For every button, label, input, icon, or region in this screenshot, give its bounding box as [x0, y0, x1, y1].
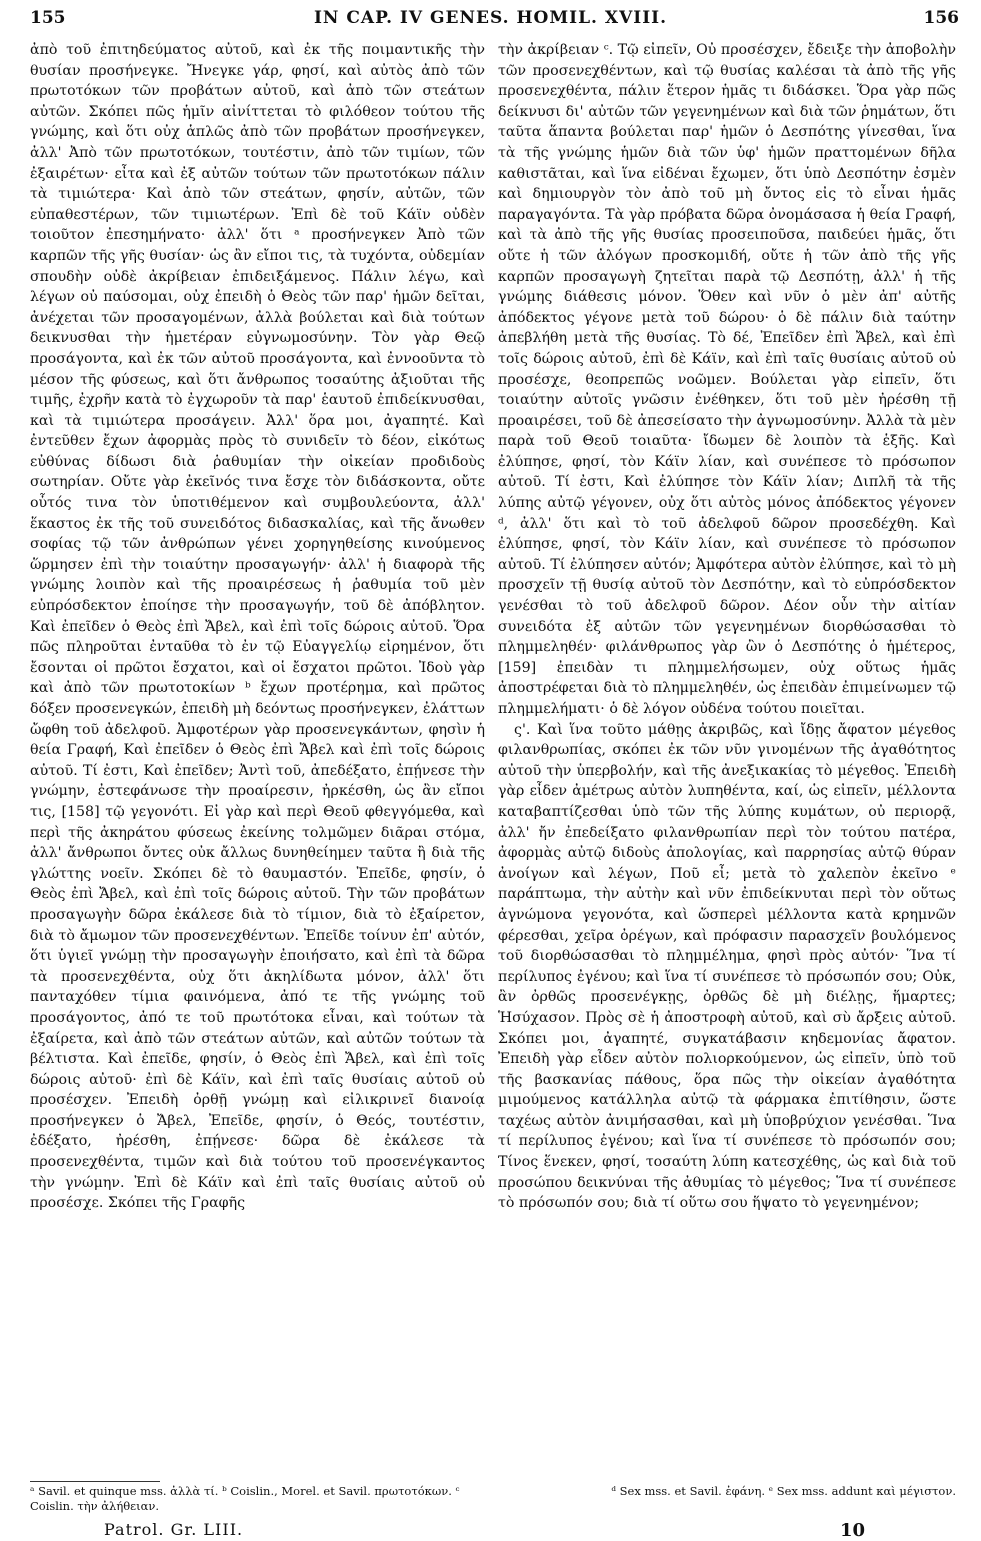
- footnotes-right: ᵈ Sex mss. et Savil. ἐφάνη. ᵉ Sex mss. addunt καὶ μέγιστον.: [611, 1484, 956, 1498]
- right-column-text-2: ς'. Καὶ ἵνα τοῦτο μάθῃς ἀκριβῶς, καὶ ἴδῃς ἄφατον μέγεθος φιλανθρωπίας, σκόπει ἐκ τῶν νῦν γινομένων τῆς ἀγαθότητος αὐτοῦ τὴν ὑπερβολήν, καὶ τῆς ἀνεξικακίας τὸ μέγεθος. Ἐπειδὴ γὰρ εἶδεν ἀμέτρως αὐτὸν λυπηθέντα, καί, ὡς εἰπεῖν, μέλλοντα καταβαπτίζεσθαι ὑπὸ τῶν τῆς λύπης κυμάτων, οὐ περιορᾷ, ἀλλ' ἤν ἐπεδείξατο φιλανθρωπίαν περὶ τὸν τούτου πατέρα, ἀφορμὰς αὐτῷ διδοὺς ἀπολογίας, καὶ παρρησίας αὐτῷ θύραν ἀνοίγων καὶ λέγων, Ποῦ εἶ; μετὰ τὸ χαλεπὸν ἐκεῖνο ᵉ παράπτωμα, τὴν αὐτὴν καὶ νῦν ἐπιδείκνυται περὶ τὸν οὕτως ἀγνώμονα γεγονότα, καὶ ὥσπερεὶ μέλλοντα κατὰ κρημνῶν φέρεσθαι, χεῖρα ὀρέγων, καὶ πρόφασιν παρασχεῖν βουλόμενος τοῦ διορθώσασθαι τὸ πλημμέλημα, φησὶ πρὸς αὐτόν· Ἵνα τί περίλυπος ἐγένου; καὶ ἵνα τί συνέπεσε τὸ πρόσωπόν σου; Οὐκ, ἂν ὀρθῶς προσενέγκῃς, ὀρθῶς δὲ μὴ διέλῃς, ἥμαρτες; Ἡσύχασον. Πρὸς σὲ ἡ ἀποστροφὴ αὐτοῦ, καὶ σὺ ἄρξεις αὐτοῦ. Σκόπει μοι, ἀγαπητέ, συγκατάβασιν κηδεμονίας ἄφατον. Ἐπειδὴ γὰρ εἶδεν αὐτὸν πολιορκούμενον, ὡς εἰπεῖν, ὑπὸ τοῦ τῆς βασκανίας πάθους, ὅρα πῶς τὴν οἰκείαν ἀγαθότητα μιμούμενος κατάλληλα αὐτῷ τὰ φάρμακα ἐπιτίθησιν, ὥστε ταχέως αὐτὸν ἀνιμήσασθαι, καὶ μὴ ὑποβρύχιον γενέσθαι. Ἵνα τί περίλυπος ἐγένου; καὶ ἵνα τί συνέπεσε τὸ πρόσωπόν σου; Τίνος ἕνεκεν, φησί, τοσαύτη λύπη κατεσχέθης, ὡς καὶ διὰ τοῦ προσώπου δεικνύναι τῆς ἀθυμίας τὸ μέγεθος; Ἵνα τί συνέπεσε τὸ πρόσωπόν σου; διὰ τί οὕτω σου ἥψατο τὸ γεγενημένον;: [498, 721, 956, 1212]
- signature-line: Patrol. Gr. LIII.: [104, 1520, 244, 1539]
- right-column-text-1: τὴν ἀκρίβειαν ᶜ. Τῷ εἰπεῖν, Οὐ προσέσχεν, ἔδειξε τὴν ἀποβολὴν τῶν προσενεχθέντων, καὶ τῷ θυσίας καλέσαι τὰ ἀπὸ τῆς γῆς προσενεχθέντα, πάλιν ἕτερον ἡμᾶς τι διδάσκει. Ὅρα γὰρ πῶς δείκνυσι δι' αὐτῶν τῶν γεγενημένων καὶ διὰ τῶν ῥημάτων, ὅτι ταῦτα ἅπαντα βούλεται παρ' ἡμῶν ὁ Δεσπότης γίνεσθαι, ἵνα τὰ τῆς γνώμης ἡμῶν διὰ τῶν ὑφ' ἡμῶν πραττομένων δῆλα καθιστᾶται, καὶ ἵνα εἰδέναι ἔχωμεν, ὅτι ὑπὸ Δεσπότην ἐσμὲν καὶ δημιουργὸν τὸν ἀπὸ τοῦ μὴ ὄντος εἰς τὸ εἶναι ἡμᾶς παραγαγόντα. Τὰ γὰρ πρόβατα δῶρα ὀνομάσασα ἡ θεία Γραφή, καὶ τὰ ἀπὸ τῆς γῆς θυσίας προσειποῦσα, παιδεύει ἡμᾶς, ὅτι οὔτε ἡ τῶν ἀλόγων προσκομιδή, οὔτε ἡ τῶν ἀπὸ τῆς γῆς καρπῶν προσαγωγὴ ζητεῖται παρὰ τῷ Δεσπότῃ, ἀλλ' ἡ τῆς γνώμης διάθεσις μόνον. Ὅθεν καὶ νῦν ὁ μὲν ἀπ' αὐτῆς ἀπόδεκτος γέγονε μετὰ τοῦ δώρου· ὁ δὲ πάλιν διὰ ταύτην ἀπεβλήθη μετὰ τῆς θυσίας. Τὸ δέ, Ἐπεῖδεν ἐπὶ Ἄβελ, καὶ ἐπὶ τοῖς δώροις αὐτοῦ, ἐπὶ δὲ Κάϊν, καὶ ἐπὶ ταῖς θυσίαις αὐτοῦ οὐ προσέσχε, θεοπρεπῶς νοῶμεν. Βούλεται γὰρ εἰπεῖν, ὅτι τοιαύτην αὐτοῖς γνῶσιν ἐνέθηκεν, ὅτι τοῦ μὲν ἠρέσθη τῇ προαιρέσει, τοῦ δὲ ἀπεσείσατο τὴν ἀγνωμοσύνην. Ἀλλὰ τὰ μὲν παρὰ τοῦ Θεοῦ τοιαῦτα· ἴδωμεν δὲ λοιπὸν τὰ ἑξῆς. Καὶ ἐλύπησε, φησί, τὸν Κάϊν λίαν, καὶ συνέπεσε τὸ πρόσωπον αὐτοῦ. Τί ἐστι, Καὶ ἐλύπησε τὸν Κάϊν λίαν; Διπλῆ τὰ τῆς λύπης αὐτῷ γέγονεν, οὐχ ὅτι αὐτὸς μόνος ἀπόδεκτος γέγονεν ᵈ, ἀλλ' ὅτι καὶ τὸ τοῦ ἀδελφοῦ δῶρον προσεδέχθη. Καὶ ἐλύπησε, φησί, τὸν Κάϊν λίαν, καὶ συνέπεσε τὸ πρόσωπον αὐτοῦ. Τί ἐλύπησεν αὐτόν; Ἀμφότερα αὐτὸν ἐλύπησε, καὶ τὸ μὴ προσχεῖν τῇ θυσίᾳ αὐτοῦ τὸν Δεσπότην, καὶ τὸ εὐπρόσδεκτον γενέσθαι τὸ τοῦ ἀδελφοῦ δῶρον. Δέον οὖν τὴν αἰτίαν συνειδότα ἐξ αὐτῶν τῶν γεγενημένων διορθώσασθαι τὸ πλημμεληθέν· φιλάνθρωπος γὰρ ὢν ὁ Δεσπότης ὁ ἡμέτερος, [159] ἐπειδὰν τι πλημμελήσωμεν, οὐχ οὕτως ἡμᾶς ἀποστρέφεται διὰ τὸ πλημμεληθέν, ὡς ἐπειδὰν ἐπιμείνωμεν τῷ πλημμελήματι· ὁ δὲ λόγον οὐδένα τούτου ποιεῖται.: [498, 42, 956, 717]
- right-column: [498, 40, 956, 1480]
- left-column: [30, 40, 485, 1480]
- page-number-right: 156: [923, 8, 959, 28]
- running-header: [0, 0, 981, 38]
- page-number-left: 155: [30, 8, 66, 28]
- sheet-number: 10: [840, 1520, 866, 1541]
- footnotes-left: ᵃ Savil. et quinque mss. ἀλλὰ τί. ᵇ Coislin., Morel. et Savil. πρωτοτόκων. ᶜ Coislin. τὴν ἀλήθειαν.: [30, 1484, 460, 1513]
- left-column-text: ἀπὸ τοῦ ἐπιτηδεύματος αὐτοῦ, καὶ ἐκ τῆς ποιμαντικῆς τὴν θυσίαν προσήνεγκε. Ἤνεγκε γάρ, φησί, καὶ αὐτὸς ἀπὸ τῶν πρωτοτόκων τῶν προβάτων αὐτοῦ, καὶ ἀπὸ τῶν στεάτων αὐτῶν. Σκόπει πῶς ἡμῖν αἰνίττεται τὸ φιλόθεον τούτου τῆς γνώμης, καὶ ὅτι οὐχ ἁπλῶς ἀπὸ τῶν προβάτων προσήνεγκεν, ἀλλ' Ἀπὸ τῶν πρωτοτόκων, τουτέστιν, ἀπὸ τῶν τιμίων, τῶν ἐξαιρέτων· εἶτα καὶ ἐξ αὐτῶν τούτων τῶν πρωτοτόκων πάλιν τὰ τιμιώτερα· Καὶ ἀπὸ τῶν στεάτων, φησίν, αὐτῶν, τῶν εὐπαθεστέρων, τῶν τιμιωτέρων. Ἐπὶ δὲ τοῦ Κάϊν οὐδὲν τοιοῦτον ἐπεσημήνατο· ἀλλ' ὅτι ᵃ προσήνεγκεν Ἀπὸ τῶν καρπῶν τῆς γῆς θυσίαν· ὡς ἂν εἴποι τις, τὰ τυχόντα, οὐδεμίαν σπουδὴν οὐδὲ ἀκρίβειαν ἐπιδειξάμενος. Πάλιν λέγω, καὶ λέγων οὐ παύσομαι, οὐχ ἐπειδὴ ὁ Θεὸς τῶν παρ' ἡμῶν δεῖται, ἀνέχεται τῶν προσαγομένων, ἀλλὰ βούλεται καὶ διὰ τούτων δεικνυσθαι τὴν ἡμετέραν εὐγνωμοσύνην. Τὸν γὰρ Θεῷ προσάγοντα, καὶ ἐκ τῶν αὐτοῦ προσάγοντα, καὶ ἐννοοῦντα τὸ μέσον τῆς φύσεως, καὶ ὅτι ἄνθρωπος τοσαύτης ἀξιοῦται τῆς τιμῆς, ἐχρῆν κατὰ τὸ ἐγχωροῦν τὰ παρ' ἑαυτοῦ ἐπιδείκνυσθαι, καὶ τὰ τιμιώτερα προσάγειν. Ἀλλ' ὅρα μοι, ἀγαπητέ. Καὶ ἐντεῦθεν ἔχων ἀφορμὰς πρὸς τὸ συνιδεῖν τὸ δέον, εἰκότως εὐθύνας δίδωσι διὰ ῥαθυμίαν τὴν οἰκείαν προδιδοὺς σωτηρίαν. Οὔτε γὰρ ἐκεῖνός τινα ἔσχε τὸν διδάσκοντα, οὔτε οὗτός τινα τὸν ὑποτιθέμενον καὶ συμβουλεύοντα, ἀλλ' ἕκαστος ἐκ τῆς τοῦ συνειδότος διδασκαλίας, καὶ τῆς ἄνωθεν σοφίας τῷ τῶν ἀνθρώπων γένει χορηγηθείσης κινούμενος ὥρμησεν ἐπὶ τὴν τοιαύτην προσαγωγήν· ἀλλ' ἡ διαφορὰ τῆς γνώμης λοιπὸν καὶ τῆς προαιρέσεως ἡ ῥαθυμία τοῦ μὲν εὐπρόσδεκτον ἐποίησε τὴν προσαγωγήν, τοῦ δὲ ἀπόβλητον. Καὶ ἐπεῖδεν ὁ Θεὸς ἐπὶ Ἄβελ, καὶ ἐπὶ τοῖς δώροις αὐτοῦ. Ὅρα πῶς πληροῦται ἐνταῦθα τὸ ἐν τῷ Εὐαγγελίῳ εἰρημένον, ὅτι ἔσονται οἱ πρῶτοι ἔσχατοι, καὶ οἱ ἔσχατοι πρῶτοι. Ἰδοὺ γὰρ καὶ ἀπὸ τῶν πρωτοτοκίων ᵇ ἔχων προτέρημα, καὶ πρῶτος δόξεν προσενεγκών, ἐπειδὴ μὴ δεόντως προσήνεγκεν, ἐλάττων ὤφθη τοῦ ἀδελφοῦ. Ἀμφοτέρων γὰρ προσενεγκάντων, φησὶν ἡ θεία Γραφή, Καὶ ἐπεῖδεν ὁ Θεὸς ἐπὶ Ἄβελ καὶ ἐπὶ τοῖς δώροις αὐτοῦ. Τί ἐστι, Καὶ ἐπεῖδεν; Ἀντὶ τοῦ, ἀπεδέξατο, ἐπῄνεσε τὴν γνώμην, ἐστεφάνωσε τὴν προαίρεσιν, ἠρκέσθη, ὡς ἂν εἴποι τις, [158] τῷ γεγονότι. Εἰ γὰρ καὶ περὶ Θεοῦ φθεγγόμεθα, καὶ περὶ τῆς ἀκηράτου φύσεως ἐκείνης τολμῶμεν διᾶραι στόμα, ἀλλ' ἄνθρωποι ὄντες οὐκ ἄλλως δυνηθείημεν ταῦτα ἢ διὰ τῆς γλώττης νοεῖν. Σκόπει δὲ τὸ θαυμαστόν. Ἐπεῖδε, φησίν, ὁ Θεὸς ἐπὶ Ἄβελ, καὶ ἐπὶ τοῖς δώροις αὐτοῦ. Τὴν τῶν προβάτων προσαγωγὴν δῶρα ἐκάλεσε διὰ τὸ τίμιον, διὰ τὸ ἐξαίρετον, διὰ τὸ ἄμωμον τῶν προσενεχθέντων. Ἐπεῖδε τοίνυν ἐπ' αὐτόν, ὅτι ὑγιεῖ γνώμῃ τὴν προσαγωγὴν ἐποιήσατο, καὶ ἐπὶ τὰ δῶρα τὰ προσενεχθέντα, οὐχ ὅτι ἀκηλίδωτα μόνον, ἀλλ' ὅτι πανταχόθεν τίμια φαινόμενα, ἀπό τε τῆς γνώμης τοῦ προσάγοντος, ἀπό τε τοῦ πρωτότοκα εἶναι, καὶ τούτων τὰ ἐξαίρετα, καὶ ἀπὸ τῶν στεάτων αὐτῶν, καὶ αὐτῶν τούτων τὰ βέλτιστα. Καὶ ἐπεῖδε, φησίν, ὁ Θεὸς ἐπὶ Ἄβελ, καὶ ἐπὶ τοῖς δώροις αὐτοῦ· ἐπὶ δὲ Κάϊν, καὶ ἐπὶ ταῖς θυσίαις αὐτοῦ οὐ προσέσχεν. Ἐπειδὴ ὀρθῇ γνώμῃ καὶ εἰλικρινεῖ διανοίᾳ προσήνεγκεν ὁ Ἄβελ, Ἐπεῖδε, φησίν, ὁ Θεός, τουτέστιν, ἐδέξατο, ἠρέσθη, ἐπῄνεσε· δῶρα δὲ ἐκάλεσε τὰ προσενεχθέντα, τιμῶν καὶ διὰ τούτου τοῦ προσενέγκαντος τὴν γνώμην. Ἐπὶ δὲ Κάϊν καὶ ἐπὶ ταῖς θυσίαις αὐτοῦ οὐ προσέσχε. Σκόπει τῆς Γραφῆς: [30, 42, 485, 1212]
- running-title: IN CAP. IV GENES. HOMIL. XVIII.: [313, 8, 668, 28]
- footnote-rule-left: [30, 1481, 160, 1482]
